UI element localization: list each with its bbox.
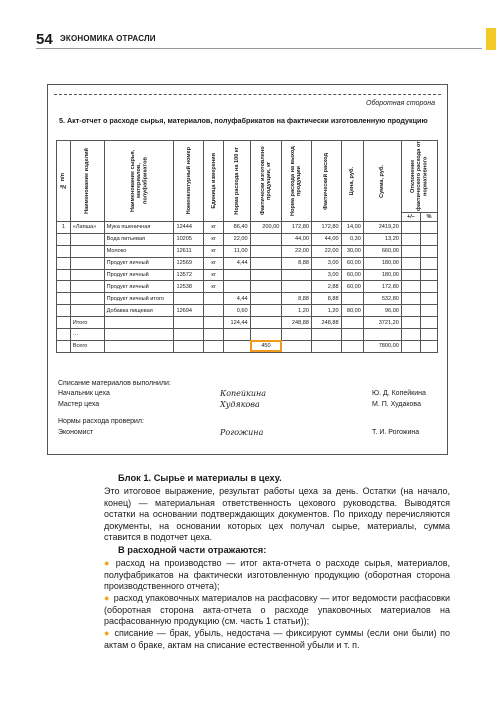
table-cell (174, 329, 204, 341)
written-off-label: Списание материалов выполнили: (58, 380, 171, 387)
table-cell: 13,20 (363, 233, 401, 245)
table-row (57, 305, 438, 317)
section-color-tab (486, 28, 496, 50)
table-cell (104, 340, 174, 352)
reverse-side-label: Оборотная сторона (366, 100, 435, 107)
table-cell: 22,00 (311, 245, 341, 257)
table-cell (420, 329, 437, 341)
col-header: Норма расхода на выход продукции (282, 141, 312, 222)
table-cell: 8,88 (282, 257, 312, 269)
table-cell: Итого (70, 317, 104, 329)
page-number: 54 (36, 31, 53, 48)
table-cell: 4,44 (224, 293, 250, 305)
table-cell: 14,00 (341, 222, 363, 234)
table-cell (420, 269, 437, 281)
table-cell: «Лапша» (70, 222, 104, 234)
table-cell (70, 281, 104, 293)
table-cell (250, 269, 282, 281)
table-cell: кг (204, 222, 224, 234)
table-cell: 172,80 (311, 222, 341, 234)
table-cell (250, 281, 282, 293)
table-cell: 13572 (174, 269, 204, 281)
table-cell: … (70, 329, 104, 341)
table-cell: 180,00 (363, 269, 401, 281)
table-cell (420, 222, 437, 234)
head-signature: Копейкина (220, 389, 267, 398)
table-cell: 44,00 (311, 233, 341, 245)
table-cell (420, 293, 437, 305)
table-cell (341, 329, 363, 341)
col-header: Сумма, руб. (363, 141, 401, 222)
table-cell: 200,00 (250, 222, 282, 234)
table-cell (204, 340, 224, 352)
table-cell (420, 305, 437, 317)
table-cell: 172,80 (363, 281, 401, 293)
table-cell: 8,88 (311, 293, 341, 305)
table-cell: Молоко (104, 245, 174, 257)
master-signature: Худякова (220, 400, 260, 409)
table-cell: 8,88 (282, 293, 312, 305)
sub-col-header: +/– (401, 213, 420, 222)
table-cell: 11,00 (224, 245, 250, 257)
table-cell (57, 245, 71, 257)
table-cell: 7800,00 (363, 340, 401, 352)
table-cell (341, 293, 363, 305)
table-cell (401, 281, 420, 293)
table-cell (70, 245, 104, 257)
table-cell (70, 305, 104, 317)
econ-title: Экономист (58, 429, 94, 436)
table-row (57, 293, 438, 305)
table-cell: 0,30 (341, 233, 363, 245)
table-cell (341, 340, 363, 352)
table-cell: 3721,20 (363, 317, 401, 329)
table-cell (420, 233, 437, 245)
table-cell: 180,00 (363, 257, 401, 269)
table-cell (57, 305, 71, 317)
master-name: М. П. Худакова (372, 401, 421, 408)
table-cell: 1,20 (282, 305, 312, 317)
table-cell: 12694 (174, 305, 204, 317)
table-cell: 248,88 (282, 317, 312, 329)
table-cell: 4,44 (224, 257, 250, 269)
econ-name: Т. И. Рогожина (372, 429, 420, 436)
table-cell: кг (204, 269, 224, 281)
table-cell: 12444 (174, 222, 204, 234)
table-cell (311, 340, 341, 352)
table-cell: Добавка пищевая (104, 305, 174, 317)
econ-signature: Рогожина (220, 428, 264, 437)
table-row (57, 257, 438, 269)
table-cell: 12538 (174, 281, 204, 293)
table-cell (57, 281, 71, 293)
table-cell (250, 329, 282, 341)
table-cell: кг (204, 281, 224, 293)
table-cell: 86,40 (224, 222, 250, 234)
table-cell: 22,00 (282, 245, 312, 257)
table-cell: Мука пшеничная (104, 222, 174, 234)
col-header: Номенклатурный номер (174, 141, 204, 222)
header-rule (36, 48, 482, 49)
table-cell (224, 269, 250, 281)
table-cell (57, 257, 71, 269)
table-cell (282, 340, 312, 352)
table-cell: 124,44 (224, 317, 250, 329)
act-title: 5. Акт-отчет о расходе сырья, материалов, полуфабрикатов на фактически изготовленную продукцию (59, 116, 428, 125)
bullet-item-3: ● списание — брак, убыль, недостача — фиксируют суммы (если они были) по актам о браке, актам на списание естественной убыли и т. п. (104, 628, 451, 650)
section-title: ЭКОНОМИКА ОТРАСЛИ (60, 34, 156, 43)
table-cell (250, 245, 282, 257)
cut-line (54, 94, 441, 95)
table-cell (250, 317, 282, 329)
table-cell (57, 317, 71, 329)
table-cell (104, 317, 174, 329)
table-cell: 172,80 (282, 222, 312, 234)
table-cell (420, 257, 437, 269)
col-header: Отклонение фактического расхода от нормативного (401, 141, 437, 213)
table-cell: кг (204, 257, 224, 269)
table-cell (250, 257, 282, 269)
block-title: Блок 1. Сырье и материалы в цеху. (118, 473, 282, 483)
table-cell: Всего (70, 340, 104, 352)
table-cell (57, 269, 71, 281)
table-cell (70, 257, 104, 269)
table-cell: 3,00 (311, 257, 341, 269)
table-cell: 44,00 (282, 233, 312, 245)
table-cell: 60,00 (341, 257, 363, 269)
table-cell: кг (204, 233, 224, 245)
table-cell (250, 233, 282, 245)
head-name: Ю. Д. Копейкина (372, 390, 426, 397)
table-cell: 80,00 (341, 305, 363, 317)
table-cell: Продукт яичный (104, 257, 174, 269)
table-cell (70, 233, 104, 245)
table-cell (420, 340, 437, 352)
table-cell (224, 340, 250, 352)
table-cell (401, 305, 420, 317)
table-cell (401, 257, 420, 269)
table-cell: 3,00 (311, 269, 341, 281)
table-cell: 0,60 (224, 305, 250, 317)
bullet-item-2: ● расход упаковочных материалов на расфасовку — итог ведомости расфасовки (оборотная сторона акта-отчета о расходе упаковочных материалов на расфасованную продукцию (см. часть 1 статьи)); (104, 593, 451, 626)
table-cell (57, 293, 71, 305)
col-header: Норма расхода на 100 кг (224, 141, 250, 222)
bullet-icon: ● (104, 593, 110, 603)
table-row (57, 245, 438, 257)
col-header: Фактически изготовлено продукции, кг (250, 141, 282, 222)
table-cell: Продукт яичный (104, 269, 174, 281)
col-header: Фактический расход (311, 141, 341, 222)
highlighted-total-cell: 450 (250, 340, 282, 352)
master-title: Мастер цеха (58, 401, 100, 408)
table-cell (282, 329, 312, 341)
table-cell (420, 281, 437, 293)
paragraph-1: Это итоговое выражение, результат работы цеха за день. Остатки (на начало, конец) — материальная ответственность цехового руководства. Выводятся остатки на основании подтверждающих документов. По приходу перечисляются документы, на основании которых цех получал сырье, материалы, сумма ставится в подотчет цеха. (104, 486, 450, 542)
table-cell: Продукт яичный итого (104, 293, 174, 305)
table-cell (57, 329, 71, 341)
table-cell (401, 293, 420, 305)
table-cell: 532,80 (363, 293, 401, 305)
table-row (57, 281, 438, 293)
table-row (57, 340, 438, 352)
table-row (57, 233, 438, 245)
table-cell (174, 340, 204, 352)
table-cell: 10205 (174, 233, 204, 245)
head-title: Начальник цеха (58, 390, 110, 397)
table-cell: Вода питьевая (104, 233, 174, 245)
table-cell: 60,00 (341, 281, 363, 293)
table-cell (363, 329, 401, 341)
col-header: Цена, руб. (341, 141, 363, 222)
table-cell (224, 329, 250, 341)
act-table (56, 140, 438, 353)
table-cell: 660,00 (363, 245, 401, 257)
table-row (57, 329, 438, 341)
table-cell (401, 317, 420, 329)
checked-label: Нормы расхода проверил: (58, 418, 144, 425)
table-cell: 2,88 (311, 281, 341, 293)
table-cell (250, 305, 282, 317)
table-cell (341, 317, 363, 329)
table-cell (401, 269, 420, 281)
table-cell (420, 245, 437, 257)
table-cell (57, 233, 71, 245)
table-cell (174, 317, 204, 329)
table-cell (57, 340, 71, 352)
table-cell: кг (204, 245, 224, 257)
table-cell (282, 269, 312, 281)
table-cell (174, 293, 204, 305)
bullet-item-1: ● расход на производство — итог акта-отчета о расходе сырья, материалов, полуфабрикатов на фактически изготовленную продукцию (оборотная сторона производственного отчета); (104, 558, 450, 591)
bullet-icon: ● (104, 628, 111, 638)
table-cell (401, 340, 420, 352)
col-header: Единица измерения (204, 141, 224, 222)
table-cell (204, 317, 224, 329)
table-cell: 12569 (174, 257, 204, 269)
table-cell: 22,00 (224, 233, 250, 245)
table-row (57, 222, 438, 234)
act-report-form (47, 84, 448, 455)
table-cell (104, 329, 174, 341)
col-header: Наименование изделий (70, 141, 104, 222)
table-cell: 2419,20 (363, 222, 401, 234)
table-cell: 60,00 (341, 269, 363, 281)
sub-col-header: % (420, 213, 437, 222)
table-cell (70, 293, 104, 305)
table-cell (204, 305, 224, 317)
table-cell (224, 281, 250, 293)
table-cell (401, 233, 420, 245)
bullet-icon: ● (104, 558, 112, 568)
table-cell (70, 269, 104, 281)
table-cell (420, 317, 437, 329)
table-row (57, 269, 438, 281)
table-cell: 12611 (174, 245, 204, 257)
col-header: Наименование сырья, материалов, полуфабрикатов (104, 141, 174, 222)
table-row (57, 317, 438, 329)
table-cell (311, 329, 341, 341)
table-cell (401, 222, 420, 234)
table-cell: 96,00 (363, 305, 401, 317)
sub-heading: В расходной части отражаются: (118, 545, 267, 555)
table-cell: 30,00 (341, 245, 363, 257)
table-cell (401, 329, 420, 341)
table-cell: 248,88 (311, 317, 341, 329)
col-header: № п/п (57, 141, 71, 222)
table-cell: 1 (57, 222, 71, 234)
table-cell (282, 281, 312, 293)
table-cell: Продукт яичный (104, 281, 174, 293)
table-cell (204, 293, 224, 305)
table-cell: 1,20 (311, 305, 341, 317)
table-cell (204, 329, 224, 341)
table-cell (401, 245, 420, 257)
table-cell (250, 293, 282, 305)
